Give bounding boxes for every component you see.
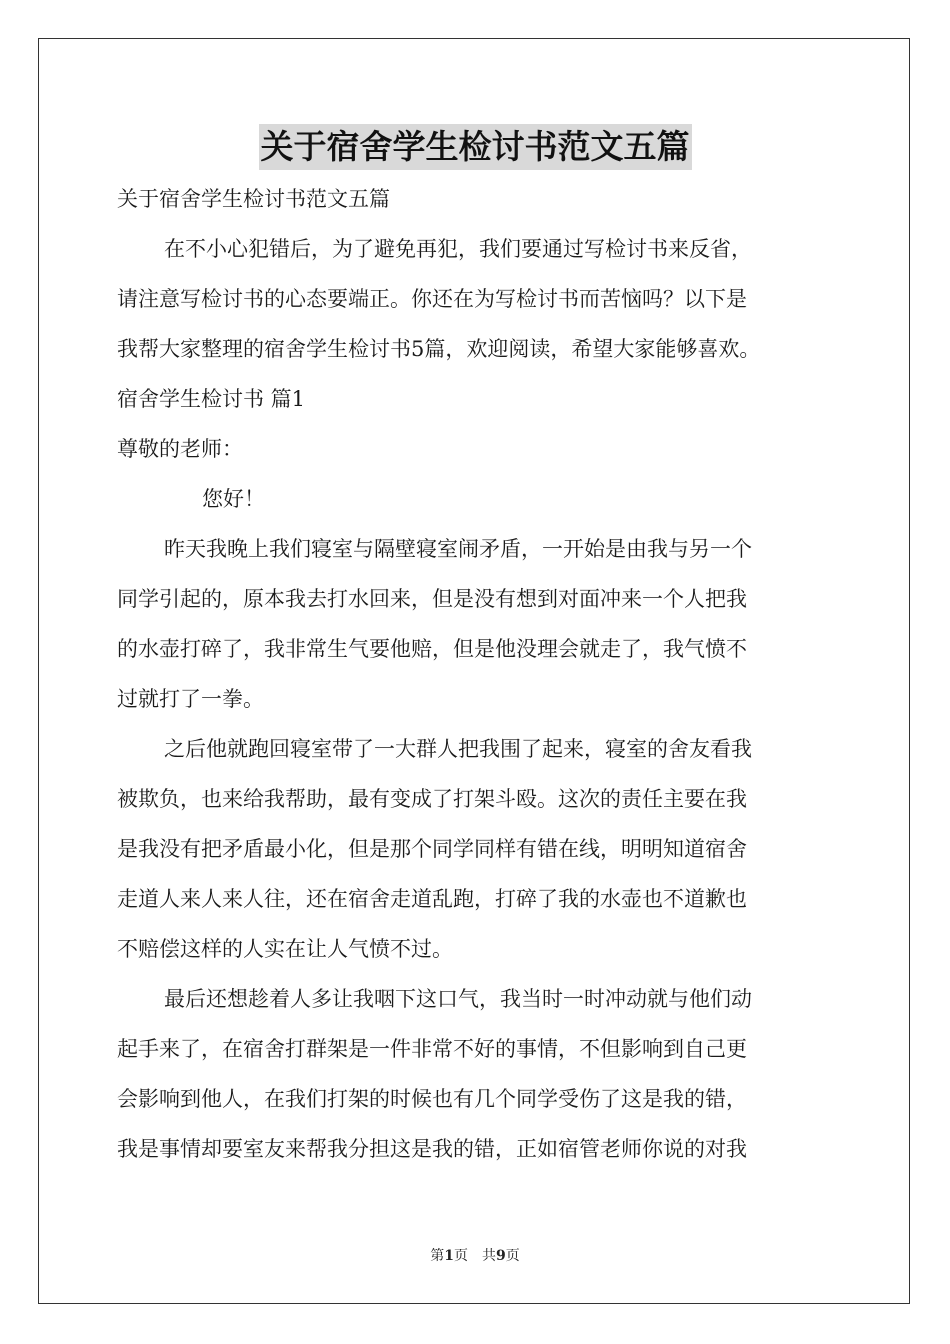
body-line: 过就打了一拳。 [117,687,264,711]
page-prefix: 第 [430,1248,445,1264]
body-line: 的水壶打碎了，我非常生气要他赔，但是他没理会就走了，我气愤不 [117,637,747,661]
page-mid: 页 共 [454,1248,496,1264]
document-title: 关于宿舍学生检讨书范文五篇 [259,124,692,170]
page-footer [0,1245,950,1265]
document-body [117,174,857,1174]
page-current: 1 [444,1248,454,1264]
body-line: 被欺负，也来给我帮助，最有变成了打架斗殴。这次的责任主要在我 [117,787,747,811]
subtitle-line: 关于宿舍学生检讨书范文五篇 [117,187,390,211]
body-line: 起手来了，在宿舍打群架是一件非常不好的事情，不但影响到自己更 [117,1037,747,1061]
body-line: 之后他就跑回寝室带了一大群人把我围了起来，寝室的舍友看我 [164,737,752,761]
body-line: 不赔偿这样的人实在让人气愤不过。 [117,937,453,961]
intro-line: 请注意写检讨书的心态要端正。你还在为写检讨书而苦恼吗？以下是 [117,287,747,311]
body-line: 是我没有把矛盾最小化，但是那个同学同样有错在线，明明知道宿舍 [117,837,747,861]
body-line: 会影响到他人，在我们打架的时候也有几个同学受伤了这是我的错， [117,1087,747,1111]
page-total: 9 [496,1248,506,1264]
intro-line: 我帮大家整理的宿舍学生检讨书5篇，欢迎阅读，希望大家能够喜欢。 [117,337,761,361]
section-heading: 宿舍学生检讨书 篇1 [117,387,306,411]
title-container [0,124,950,170]
greeting: 您好！ [202,487,265,511]
body-line: 昨天我晚上我们寝室与隔壁寝室闹矛盾，一开始是由我与另一个 [164,537,752,561]
salutation: 尊敬的老师： [117,437,243,461]
page-suffix: 页 [505,1248,520,1264]
intro-line: 在不小心犯错后，为了避免再犯，我们要通过写检讨书来反省， [164,237,752,261]
body-line: 最后还想趁着人多让我咽下这口气，我当时一时冲动就与他们动 [164,987,752,1011]
body-line: 走道人来人来人往，还在宿舍走道乱跑，打碎了我的水壶也不道歉也 [117,887,747,911]
body-line: 同学引起的，原本我去打水回来，但是没有想到对面冲来一个人把我 [117,587,747,611]
body-line: 我是事情却要室友来帮我分担这是我的错，正如宿管老师你说的对我 [117,1137,747,1161]
